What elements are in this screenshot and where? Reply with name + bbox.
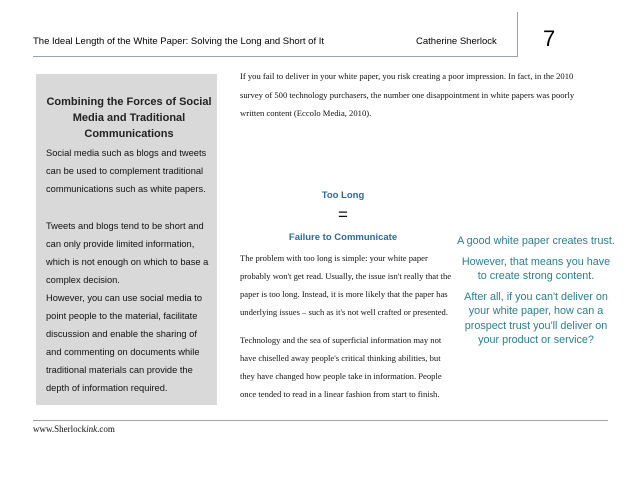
pull-quote-line: A good white paper creates trust. bbox=[457, 235, 615, 247]
section-heading-equals: = bbox=[338, 205, 348, 224]
header-vertical-divider bbox=[517, 12, 518, 57]
footer-url bbox=[33, 424, 115, 434]
footer-url-prefix: www.Sherlock bbox=[33, 424, 87, 434]
footer-divider bbox=[33, 420, 608, 421]
header-author: Catherine Sherlock bbox=[416, 36, 497, 47]
section-heading-too-long: Too Long bbox=[321, 190, 365, 201]
footer-url-ink: ink bbox=[86, 424, 98, 434]
intro-paragraph: If you fail to deliver in your white paper, you risk creating a poor impression. In fact, in the 2010 survey of 500 technology purchasers, the number one disappointment in white papers was poorly written content (Eccolo Media, 2010). bbox=[240, 71, 575, 118]
header-title: The Ideal Length of the White Paper: Solving the Long and Short of It bbox=[33, 36, 324, 47]
body-paragraph: The problem with too long is simple: your white paper probably won't get read. Usually, the issue isn't really that the paper is too long. Instead, it is more likely that the paper has underlying issues – such as it's not well crafted or presented. bbox=[240, 253, 452, 317]
section-heading-failure: Failure to Communicate bbox=[288, 232, 398, 243]
sidebar-paragraph: However, you can use social media to point people to the material, facilitate discussion and enable the sharing of and commenting on documents while traditional materials can provide the depth of information required. bbox=[46, 293, 203, 393]
header-divider bbox=[33, 56, 517, 57]
body-paragraph: Technology and the sea of superficial information may not have chiselled away people's critical thinking abilities, but they have changed how people take in information. People once tended to read in a linear fashion from start to finish. bbox=[240, 335, 442, 399]
page-number: 7 bbox=[543, 26, 556, 51]
sidebar-paragraph: Social media such as blogs and tweets can be used to complement traditional communications such as white papers. bbox=[46, 148, 207, 194]
footer-url-suffix: .com bbox=[97, 424, 115, 434]
sidebar-box bbox=[36, 74, 217, 405]
sidebar-title: Combining the Forces of Social Media and Traditional Communications bbox=[46, 96, 212, 140]
pull-quote-line: However, that means you have to create strong content. bbox=[461, 255, 611, 282]
pull-quote bbox=[456, 234, 616, 354]
pull-quote-line: After all, if you can't deliver on your white paper, how can a prospect trust you'll deliver on your product or service? bbox=[464, 290, 608, 346]
sidebar-paragraph: Tweets and blogs tend to be short and can only provide limited information, which is not enough on which to base a complex decision. bbox=[46, 221, 209, 285]
